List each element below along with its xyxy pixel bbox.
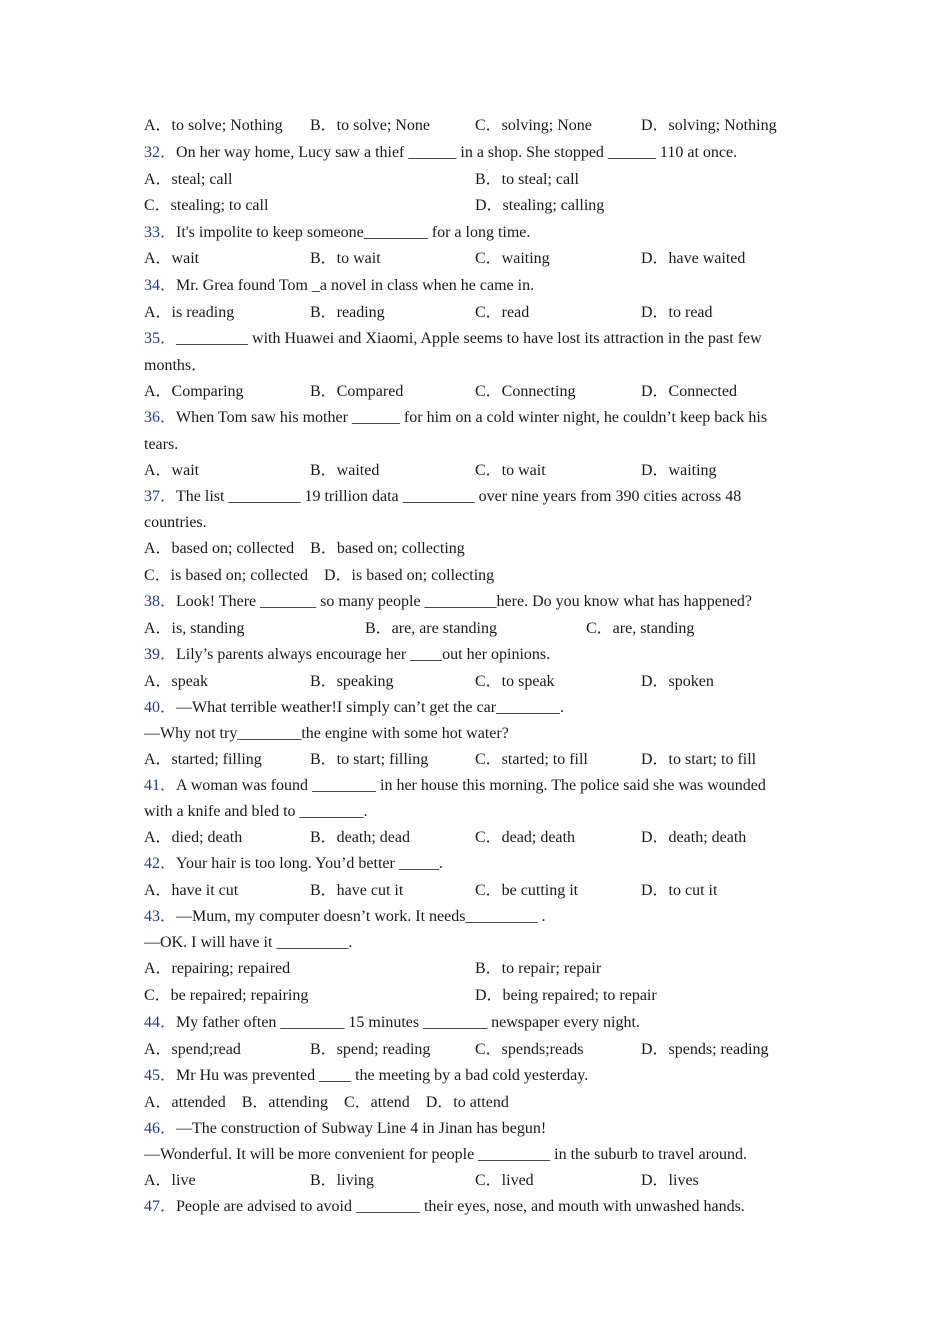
question-text: Look! There _______ so many people _________here. Do you know what has happened? [176, 593, 753, 610]
q32-stem [144, 143, 737, 163]
q38-option-a: A．is, standing [144, 620, 245, 637]
question-text: Mr. Grea found Tom _a novel in class when he came in. [176, 277, 535, 294]
q36-stem-cont: tears. [144, 436, 179, 453]
question-number: 43． [144, 908, 177, 925]
q44-stem [144, 1013, 640, 1033]
q34-option-d: D．to read [641, 304, 713, 321]
question-text: The list _________ 19 trillion data _________ over nine years from 390 cities across 48 [176, 488, 742, 505]
q36-option-c: C．to wait [475, 462, 546, 479]
q36-option-d: D．waiting [641, 462, 717, 479]
question-text: My father often ________ 15 minutes ________ newspaper every night. [176, 1014, 640, 1031]
q32-option-b: B．to steal; call [475, 171, 579, 188]
q46-option-b: B．living [310, 1172, 375, 1189]
question-number: 38． [144, 593, 177, 610]
q46-stem [144, 1119, 546, 1139]
question-text: When Tom saw his mother ______ for him on a cold winter night, he couldn’t keep back his [176, 409, 768, 426]
q39-option-c: C．to speak [475, 673, 555, 690]
q42-option-a: A．have it cut [144, 882, 239, 899]
q41-stem-cont: with a knife and bled to ________. [144, 803, 368, 820]
question-text: Mr Hu was prevented ____ the meeting by a bad cold yesterday. [176, 1067, 589, 1084]
question-number: 34． [144, 277, 177, 294]
q37-stem [144, 487, 741, 507]
q31-option-a: A．to solve; Nothing [144, 117, 283, 134]
q40-option-d: D．to start; to fill [641, 751, 757, 768]
q43-option-d: D．being repaired; to repair [475, 987, 657, 1004]
q33-option-c: C．waiting [475, 250, 550, 267]
question-number: 40． [144, 699, 177, 716]
q44-option-c: C．spends;reads [475, 1041, 584, 1058]
q35-option-d: D．Connected [641, 383, 737, 400]
q46-stem-cont: —Wonderful. It will be more convenient for people _________ in the suburb to travel around. [144, 1146, 748, 1163]
question-text: People are advised to avoid ________ their eyes, nose, and mouth with unwashed hands. [176, 1198, 745, 1215]
q39-stem [144, 645, 550, 665]
q41-option-b: B．death; dead [310, 829, 410, 846]
question-number: 44． [144, 1014, 177, 1031]
q33-stem [144, 223, 530, 243]
q32-option-a: A．steal; call [144, 171, 233, 188]
question-number: 42． [144, 855, 177, 872]
q45-stem [144, 1066, 588, 1086]
q35-option-c: C．Connecting [475, 383, 576, 400]
q36-stem [144, 408, 767, 428]
q42-option-b: B．have cut it [310, 882, 404, 899]
q31-option-c: C．solving; None [475, 117, 592, 134]
q35-stem-cont: months． [144, 357, 208, 374]
q47-stem [144, 1197, 745, 1217]
q43-option-c: C．be repaired; repairing [144, 987, 309, 1004]
q37-stem-cont: countries. [144, 514, 207, 531]
question-text: A woman was found ________ in her house this morning. The police said she was wounded [176, 777, 766, 794]
question-text: —What terrible weather!I simply can’t get the car________. [176, 699, 565, 716]
question-number: 37． [144, 488, 177, 505]
q43-option-a: A．repairing; repaired [144, 960, 291, 977]
q40-option-c: C．started; to fill [475, 751, 588, 768]
question-number: 32． [144, 144, 177, 161]
q33-option-d: D．have waited [641, 250, 746, 267]
q43-stem-cont: —OK. I will have it _________. [144, 934, 353, 951]
q42-option-d: D．to cut it [641, 882, 718, 899]
question-number: 36． [144, 409, 177, 426]
question-number: 46． [144, 1120, 177, 1137]
question-text: —The construction of Subway Line 4 in Jinan has begun! [176, 1120, 547, 1137]
q37-options-cd: C．is based on; collected D．is based on; collecting [144, 567, 495, 584]
question-text: —Mum, my computer doesn’t work. It needs_________ . [176, 908, 546, 925]
q40-stem-cont: —Why not try________the engine with some hot water? [144, 725, 509, 742]
q31-option-d: D．solving; Nothing [641, 117, 777, 134]
q42-option-c: C．be cutting it [475, 882, 579, 899]
q36-option-b: B．waited [310, 462, 380, 479]
q32-option-d: D．stealing; calling [475, 197, 605, 214]
q46-option-a: A．live [144, 1172, 196, 1189]
q35-option-a: A．Comparing [144, 383, 244, 400]
q39-option-d: D．spoken [641, 673, 714, 690]
question-number: 45． [144, 1067, 177, 1084]
q38-option-b: B．are, are standing [365, 620, 497, 637]
q44-option-a: A．spend;read [144, 1041, 241, 1058]
q39-option-b: B．speaking [310, 673, 394, 690]
q35-stem [144, 329, 762, 349]
q43-stem [144, 907, 545, 927]
question-text: It's impolite to keep someone________ for a long time. [176, 224, 531, 241]
question-number: 41． [144, 777, 177, 794]
q34-stem [144, 276, 534, 296]
q37-options-ab: A．based on; collected B．based on; collecting [144, 540, 465, 557]
q38-stem [144, 592, 752, 612]
q32-option-c: C．stealing; to call [144, 197, 269, 214]
q41-stem [144, 776, 766, 796]
q33-option-b: B．to wait [310, 250, 381, 267]
q45-options: A．attended B．attending C．attend D．to attend [144, 1094, 509, 1111]
q43-option-b: B．to repair; repair [475, 960, 602, 977]
q44-option-b: B．spend; reading [310, 1041, 431, 1058]
q39-option-a: A．speak [144, 673, 208, 690]
q40-stem [144, 698, 564, 718]
q31-option-b: B．to solve; None [310, 117, 430, 134]
question-text: Lily’s parents always encourage her ____out her opinions. [176, 646, 551, 663]
q46-option-c: C．lived [475, 1172, 534, 1189]
q41-option-c: C．dead; death [475, 829, 575, 846]
q41-option-a: A．died; death [144, 829, 243, 846]
q35-option-b: B．Compared [310, 383, 404, 400]
q40-option-b: B．to start; filling [310, 751, 429, 768]
question-number: 39． [144, 646, 177, 663]
q46-option-d: D．lives [641, 1172, 699, 1189]
q38-option-c: C．are, standing [586, 620, 695, 637]
question-number: 47． [144, 1198, 177, 1215]
q34-option-c: C．read [475, 304, 530, 321]
question-number: 35． [144, 330, 177, 347]
q36-option-a: A．wait [144, 462, 200, 479]
question-text: On her way home, Lucy saw a thief ______ in a shop. She stopped ______ 110 at once. [176, 144, 738, 161]
q34-option-b: B．reading [310, 304, 385, 321]
q41-option-d: D．death; death [641, 829, 747, 846]
q44-option-d: D．spends; reading [641, 1041, 769, 1058]
q42-stem [144, 854, 443, 874]
q40-option-a: A．started; filling [144, 751, 262, 768]
question-number: 33． [144, 224, 177, 241]
q34-option-a: A．is reading [144, 304, 235, 321]
question-text: _________ with Huawei and Xiaomi, Apple seems to have lost its attraction in the past few [176, 330, 762, 347]
question-text: Your hair is too long. You’d better _____. [176, 855, 443, 872]
q33-option-a: A．wait [144, 250, 200, 267]
